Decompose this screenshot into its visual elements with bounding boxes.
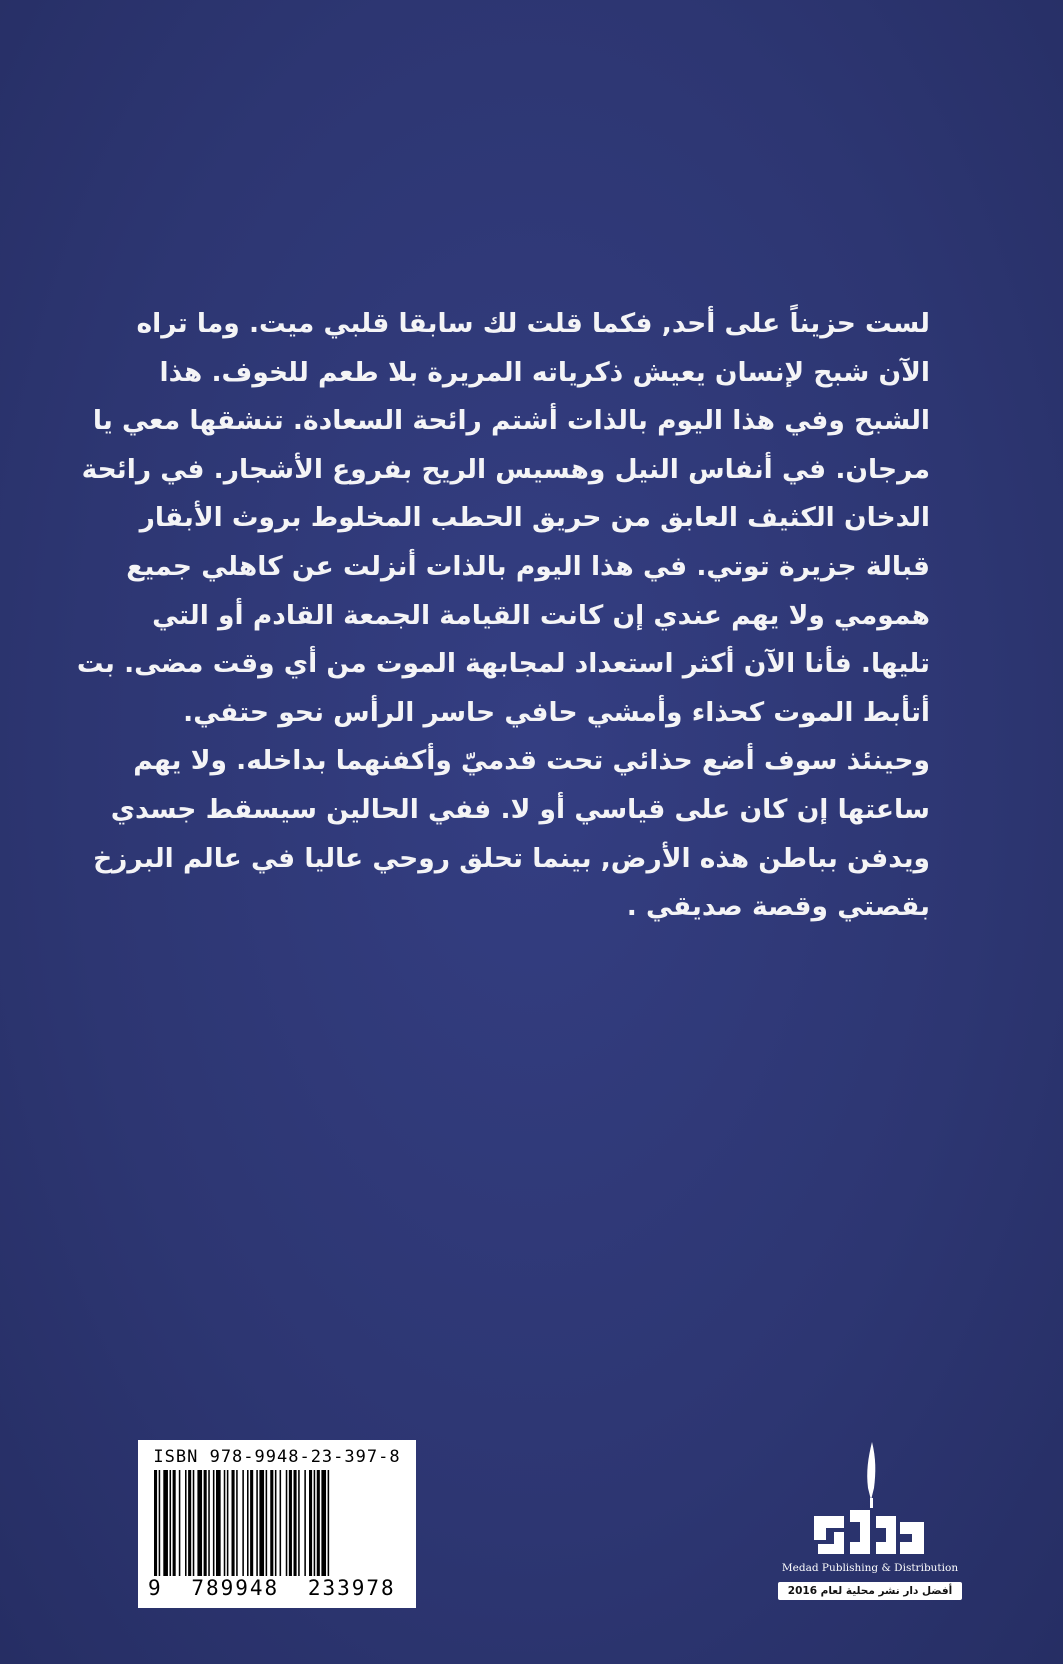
isbn-barcode [138,1440,416,1608]
barcode-bar [314,1470,316,1576]
blurb-line: ويدفن بباطن هذه الأرض, بينما تحلق روحي عاليا في عالم البرزخ [93,842,930,874]
barcode-bar [242,1470,244,1576]
barcode-bar [309,1470,312,1576]
blurb-line: همومي ولا يهم عندي إن كانت القيامة الجمعة القادم أو التي [152,599,930,631]
ean-digits [148,1576,406,1600]
barcode-bar [286,1470,288,1576]
blurb-line: الدخان الكثيف العابق من حريق الحطب المخلوط بروث الأبقار [139,502,930,534]
blurb-line: أتأبط الموت كحذاء وأمشي حافي حاسر الرأس نحو حتفي. [183,696,930,728]
barcode-bar [204,1470,207,1576]
isbn-label: ISBN 978-9948-23-397-8 [153,1447,401,1467]
blurb-line: قبالة جزيرة توتي. في هذا اليوم بالذات أنزلت عن كاهلي جميع [126,550,930,582]
barcode-bar [236,1470,238,1576]
barcode-bar [266,1470,268,1576]
blurb-line: تليها. فأنا الآن أكثر استعداد لمجابهة الموت من أي وقت مضى. بت [76,648,930,680]
barcode-bar [193,1470,195,1576]
barcode-bar [304,1470,306,1576]
barcode-bar [216,1470,221,1576]
publisher-name-en: Medad Publishing & Distribution [781,1562,959,1574]
award-badge: أفضل دار نشر محلية لعام 2016 [778,1582,962,1600]
ean-first-digit: 9 [148,1576,163,1600]
barcode-bar [179,1470,181,1576]
blurb-line: الآن شبح لإنسان يعيش ذكرياته المريرة بلا طعم للخوف. هذا [159,356,930,388]
publisher-logo [770,1440,970,1610]
barcode-bar [270,1470,273,1576]
blurb-line: الشبح وفي هذا اليوم بالذات أشتم رائحة السعادة. تنشقها معي يا [92,405,930,437]
blurb-line: بقصتي وقصة صديقي . [626,891,930,923]
medad-logo-icon [810,1440,930,1558]
barcode-bar [259,1470,264,1576]
barcode-bar [280,1470,282,1576]
barcode-bar [227,1470,229,1576]
barcode-bar [154,1470,157,1576]
ean-left-group: 789948 [191,1576,280,1600]
barcode-bar [247,1470,249,1576]
barcode-bar [170,1470,172,1576]
barcode-bar [163,1470,168,1576]
barcode-bar [208,1470,210,1576]
barcode-bar [289,1470,292,1576]
barcode-bar [275,1470,277,1576]
blurb-text [76,300,930,932]
barcode-bar [159,1470,161,1576]
barcode-bar [213,1470,215,1576]
barcode-bar [250,1470,253,1576]
barcode-bar [294,1470,297,1576]
blurb-line: وحينئذ سوف أضع حذائي تحت قدميّ وأكفنهما بداخله. ولا يهم [133,745,930,777]
barcode-bar [224,1470,226,1576]
barcode-bar [188,1470,191,1576]
barcode-bar [256,1470,258,1576]
barcode-bar [328,1470,330,1576]
blurb-line: مرجان. في أنفاس النيل وهسيس الريح بفروع الأشجار. في رائحة [81,453,930,485]
barcode-bar [197,1470,202,1576]
barcode-bar [298,1470,300,1576]
barcode-bars [152,1470,402,1576]
barcode-bar [232,1470,235,1576]
barcode-bar [173,1470,176,1576]
blurb-line: ساعتها إن كان على قياسي أو لا. ففي الحالين سيسقط جسدي [110,793,930,825]
barcode-bar [317,1470,320,1576]
barcode-bar [185,1470,187,1576]
ean-right-group: 233978 [307,1576,396,1600]
blurb-line: لست حزيناً على أحد, فكما قلت لك سابقا قلبي ميت. وما تراه [136,308,930,339]
barcode-bar [321,1470,326,1576]
